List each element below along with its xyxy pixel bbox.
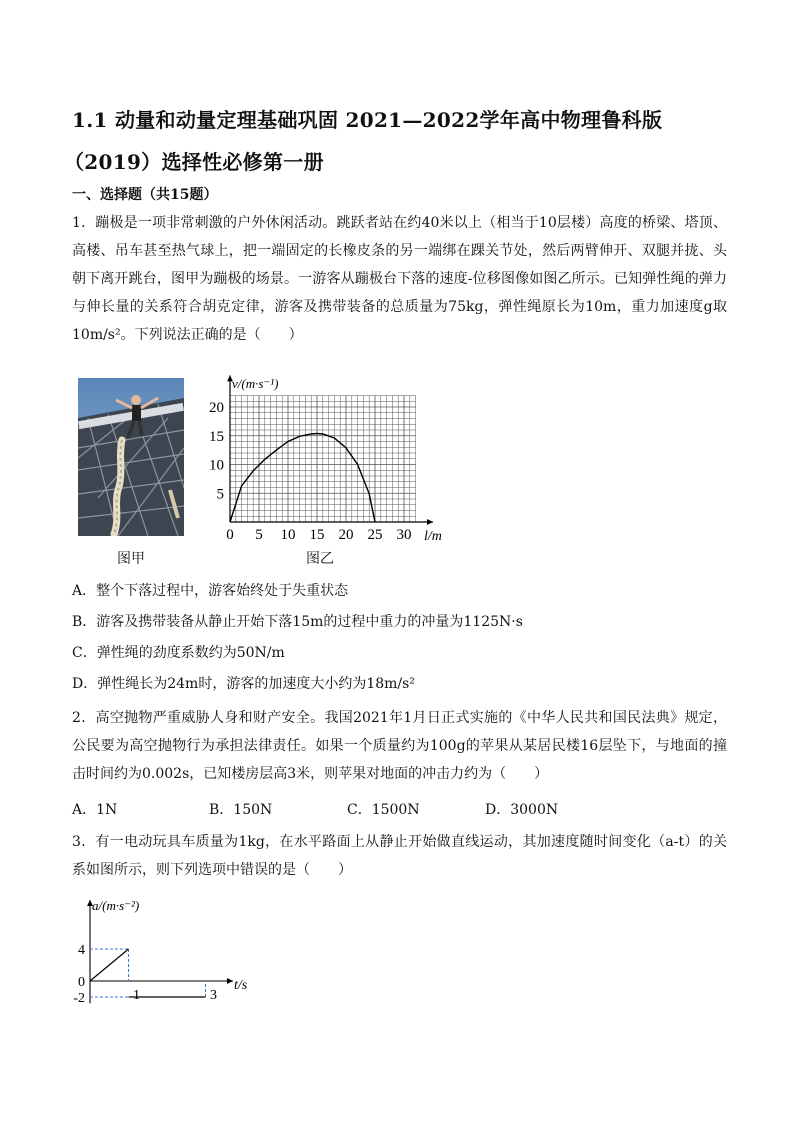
x-axis-arrow xyxy=(227,978,233,984)
question-3-text: 3．有一电动玩具车质量为1kg，在水平路面上从静止开始做直线运动，其加速度随时间变化（a-t）的关系如图所示，则下列选项中错误的是（ ） xyxy=(72,834,727,878)
figure-a xyxy=(78,378,184,536)
x-tick-label: 15 xyxy=(309,527,325,543)
figure-b-caption: 图乙 xyxy=(306,551,334,567)
y-axis-label: a/(m·s⁻²) xyxy=(92,898,140,913)
y-tick-label: 0 xyxy=(78,975,85,990)
q1-option-a[interactable]: A．整个下落过程中，游客始终处于失重状态 xyxy=(72,583,349,599)
acceleration-time-chart xyxy=(68,892,268,1032)
q2-option-a[interactable]: A．1N xyxy=(72,802,118,818)
q2-options xyxy=(72,799,727,819)
velocity-displacement-chart xyxy=(202,372,462,548)
figure-a-caption: 图甲 xyxy=(117,551,145,567)
x-tick-label: 0 xyxy=(226,527,234,543)
q1-option-d[interactable]: D．弹性绳长为24m时，游客的加速度大小约为18m/s² xyxy=(72,676,415,692)
x-tick-label: 5 xyxy=(255,527,263,543)
section-heading: 一、选择题（共15题） xyxy=(72,187,218,203)
q1-option-b[interactable]: B．游客及携带装备从静止开始下落15m的过程中重力的冲量为1125N·s xyxy=(72,614,523,630)
y-tick-label: 15 xyxy=(209,428,224,445)
bungee-photo-illustration xyxy=(78,378,184,536)
y-tick-label: -2 xyxy=(73,991,85,1006)
velocity-curve xyxy=(230,434,375,523)
question-2-text: 2．高空抛物严重威胁人身和财产安全。我国2021年1月日正式实施的《中华人民共和国民法典》规定，公民要为高空抛物行为承担法律责任。如果一个质量约为100g的苹果从某居民楼16层坠下，与地面的撞击时间约为0.002s，已知楼房层高3米，则苹果对地面的冲击力约为（ ） xyxy=(72,710,727,782)
q1-option-c[interactable]: C．弹性绳的劲度系数约为50N/m xyxy=(72,645,285,661)
x-axis-label: l/m xyxy=(424,529,442,544)
y-tick-label: 4 xyxy=(78,943,85,958)
q2-option-d[interactable]: D．3000N xyxy=(485,802,559,818)
y-tick-label: 5 xyxy=(216,486,224,503)
x-tick-label: 30 xyxy=(396,527,412,543)
y-tick-label: 20 xyxy=(209,400,224,416)
acceleration-segment-ramp xyxy=(90,949,129,981)
x-tick-label: 3 xyxy=(210,988,217,1003)
paper-title-line1: 1.1 动量和动量定理基础巩固 2021—2022学年高中物理鲁科版 xyxy=(72,108,663,132)
x-tick-label: 25 xyxy=(367,527,383,543)
x-tick-label: 20 xyxy=(338,527,354,543)
x-axis-label: t/s xyxy=(234,978,248,993)
y-axis-label: v/(m·s⁻¹) xyxy=(232,376,279,391)
x-tick-label: 1 xyxy=(133,988,140,1003)
figure-q3 xyxy=(68,892,268,1036)
x-axis-arrow xyxy=(427,519,433,525)
q2-option-c[interactable]: C．1500N xyxy=(347,802,420,818)
paper-title-line2: （2019）选择性必修第一册 xyxy=(64,150,324,174)
question-1-text: 1．蹦极是一项非常刺激的户外休闲活动。跳跃者站在约40米以上（相当于10层楼）高度的桥梁、塔顶、高楼、吊车甚至热气球上，把一端固定的长橡皮条的另一端绑在踝关节处，然后两臂伸开、双腿并拢、头朝下离开跳台，图甲为蹦极的场景。一游客从蹦极台下落的速度-位移图像如图乙所示。已知弹性绳的弹力与伸长量的关系符合胡克定律，游客及携带装备的总质量为75kg，弹性绳原长为10m，重力加速度g取10m/s²。下列说法正确的是（ ） xyxy=(72,215,727,343)
figure-b xyxy=(202,372,462,552)
y-tick-label: 10 xyxy=(209,457,224,474)
x-tick-label: 10 xyxy=(280,527,296,543)
q2-option-b[interactable]: B．150N xyxy=(209,802,273,818)
